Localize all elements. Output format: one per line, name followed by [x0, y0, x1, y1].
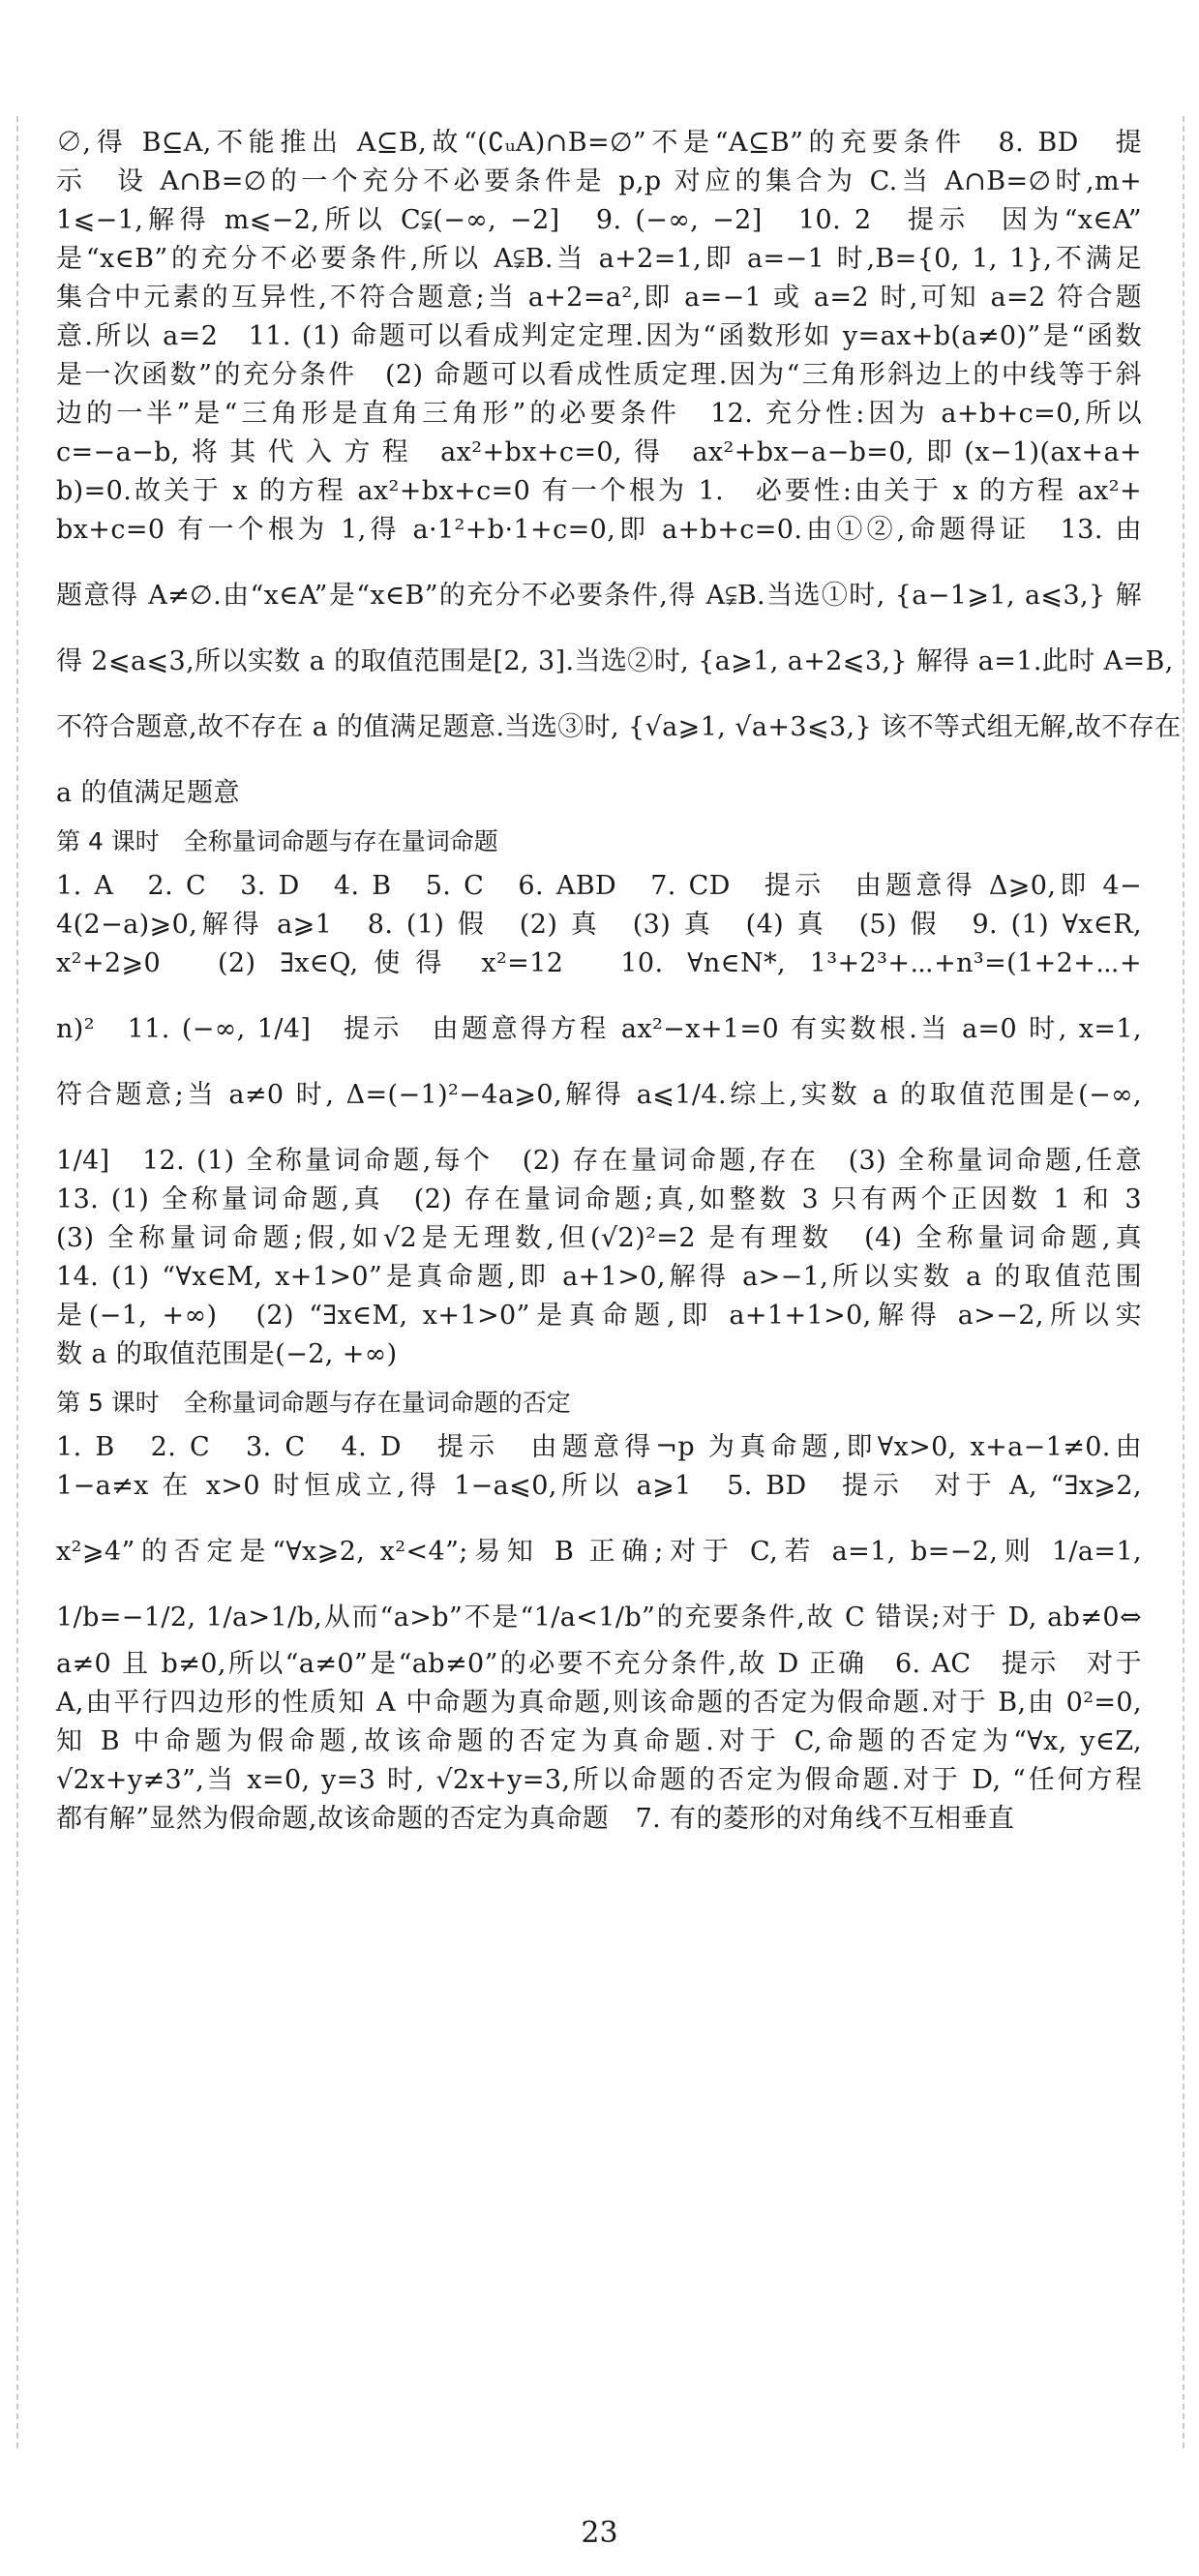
left-dashed-margin — [16, 116, 18, 2448]
right-dashed-margin — [1183, 116, 1184, 2448]
text-line: 集合中元素的互异性,不符合题意;当 a+2=a²,即 a=−1 或 a=2 时,可知 a=2 符合题 — [56, 283, 1142, 313]
text-line: 是“x∈B”的充分不必要条件,所以 A⫋B.当 a+2=1,即 a=−1 时,B={0, 1, 1},不满足 — [56, 244, 1142, 274]
section-5-body — [56, 1428, 1142, 1839]
text-line: 1−a≠x 在 x>0 时恒成立,得 1−a⩽0,所以 a⩾1 5. BD 提示 对于 A, “∃x⩾2, — [56, 1471, 1142, 1501]
text-line: 示 设 A∩B=∅的一个充分不必要条件是 p,p 对应的集合为 C.当 A∩B=∅时,m+ — [56, 166, 1142, 196]
section-heading-5: 第 5 课时 全称量词命题与存在量词命题的否定 — [56, 1389, 571, 1417]
text-line: b)=0.故关于 x 的方程 ax²+bx+c=0 有一个根为 1. 必要性:由关于 x 的方程 ax²+ — [56, 476, 1142, 506]
text-line: 数 a 的取值范围是(−2, +∞) — [56, 1339, 398, 1369]
text-line: 4(2−a)⩾0,解得 a⩾1 8. (1) 假 (2) 真 (3) 真 (4) 真 (5) 假 9. (1) ∀x∈R, — [56, 910, 1142, 940]
text-line: 1. B 2. C 3. C 4. D 提示 由题意得¬p 为真命题,即∀x>0, x+a−1≠0.由 — [56, 1432, 1142, 1462]
text-line: 知 B 中命题为假命题,故该命题的否定为真命题.对于 C,命题的否定为“∀x, y∈Z, — [56, 1726, 1142, 1756]
text-line: 意.所以 a=2 11. (1) 命题可以看成判定定理.因为“函数形如 y=ax+b(a≠0)”是“函数 — [56, 321, 1142, 351]
text-line: 1/b=−1/2, 1/a>1/b,从而“a>b”不是“1/a<1/b”的充要条件,故 C 错误;对于 D, ab≠0⇔ — [56, 1603, 1142, 1632]
text-line: 是(−1, +∞) (2) “∃x∈M, x+1>0”是真命题,即 a+1+1>0,解得 a>−2,所以实 — [56, 1301, 1142, 1331]
text-line: 1/4] 12. (1) 全称量词命题,每个 (2) 存在量词命题,存在 (3) 全称量词命题,任意 — [56, 1146, 1142, 1176]
answer-page — [56, 124, 1182, 1839]
text-line: a≠0 且 b≠0,所以“a≠0”是“ab≠0”的必要不充分条件,故 D 正确 6. AC 提示 对于 — [56, 1649, 1142, 1679]
text-line: (3) 全称量词命题;假,如√2是无理数,但(√2)²=2 是有理数 (4) 全称量词命题,真 — [56, 1223, 1142, 1253]
text-line: 边的一半”是“三角形是直角三角形”的必要条件 12. 充分性:因为 a+b+c=0,所以 — [56, 399, 1142, 429]
text-line: 都有解”显然为假命题,故该命题的否定为真命题 7. 有的菱形的对角线不互相垂直 — [56, 1804, 1015, 1834]
page-number: 23 — [581, 2516, 618, 2550]
text-line: x²⩾4”的否定是“∀x⩾2, x²<4”;易知 B 正确;对于 C,若 a=1, b=−2,则 1/a=1, — [56, 1537, 1142, 1567]
text-line: 13. (1) 全称量词命题,真 (2) 存在量词命题;真,如整数 3 只有两个正因数 1 和 3 — [56, 1184, 1142, 1214]
text-line: √2x+y≠3”,当 x=0, y=3 时, √2x+y=3,所以命题的否定为假命题.对于 D, “任何方程 — [56, 1765, 1142, 1795]
section-3-continued — [56, 124, 1182, 813]
text-line: n)² 11. (−∞, 1/4] 提示 由题意得方程 ax²−x+1=0 有实数根.当 a=0 时, x=1, — [56, 1014, 1142, 1044]
text-line: 符合题意;当 a≠0 时, Δ=(−1)²−4a⩾0,解得 a⩽1/4.综上,实数 a 的取值范围是(−∞, — [56, 1080, 1142, 1110]
text-line: 1⩽−1,解得 m⩽−2,所以 C⫋(−∞, −2] 9. (−∞, −2] 10. 2 提示 因为“x∈A” — [56, 205, 1142, 235]
text-line: 14. (1) “∀x∈M, x+1>0”是真命题,即 a+1>0,解得 a>−1,所以实数 a 的取值范围 — [56, 1262, 1142, 1292]
section-4-body — [56, 867, 1142, 1374]
text-line: bx+c=0 有一个根为 1,得 a·1²+b·1+c=0,即 a+b+c=0.由①②,命题得证 13. 由 — [56, 515, 1142, 545]
text-line: c=−a−b,将其代入方程 ax²+bx+c=0,得 ax²+bx−a−b=0,即(x−1)(ax+a+ — [56, 437, 1142, 467]
text-line: 1. A 2. C 3. D 4. B 5. C 6. ABD 7. CD 提示 由题意得 Δ⩾0,即 4− — [56, 871, 1142, 901]
text-line: 得 2⩽a⩽3,所以实数 a 的取值范围是[2, 3].当选②时, {a⩾1, a+2⩽3,} 解得 a=1.此时 A=B, — [56, 646, 1174, 676]
text-line: ∅,得 B⊆A,不能推出 A⊆B,故“(∁ᵤA)∩B=∅”不是“A⊆B”的充要条件 8. BD 提 — [56, 128, 1142, 158]
text-line: a 的值满足题意 — [56, 778, 240, 808]
text-line: 不符合题意,故不存在 a 的值满足题意.当选③时, {√a⩾1, √a+3⩽3,} 该不等式组无解,故不存在 — [56, 712, 1182, 742]
section-heading-4: 第 4 课时 全称量词命题与存在量词命题 — [56, 827, 498, 855]
text-line: x²+2⩾0 (2) ∃x∈Q,使得 x²=12 10. ∀n∈N*, 1³+2³+⋯+n³=(1+2+⋯+ — [56, 948, 1142, 978]
text-line: 题意得 A≠∅.由“x∈A”是“x∈B”的充分不必要条件,得 A⫋B.当选①时, {a−1⩾1, a⩽3,} 解 — [56, 581, 1142, 611]
text-line: A,由平行四边形的性质知 A 中命题为真命题,则该命题的否定为假命题.对于 B,由 0²=0, — [56, 1688, 1142, 1718]
text-line: 是一次函数”的充分条件 (2) 命题可以看成性质定理.因为“三角形斜边上的中线等于斜 — [56, 360, 1142, 390]
